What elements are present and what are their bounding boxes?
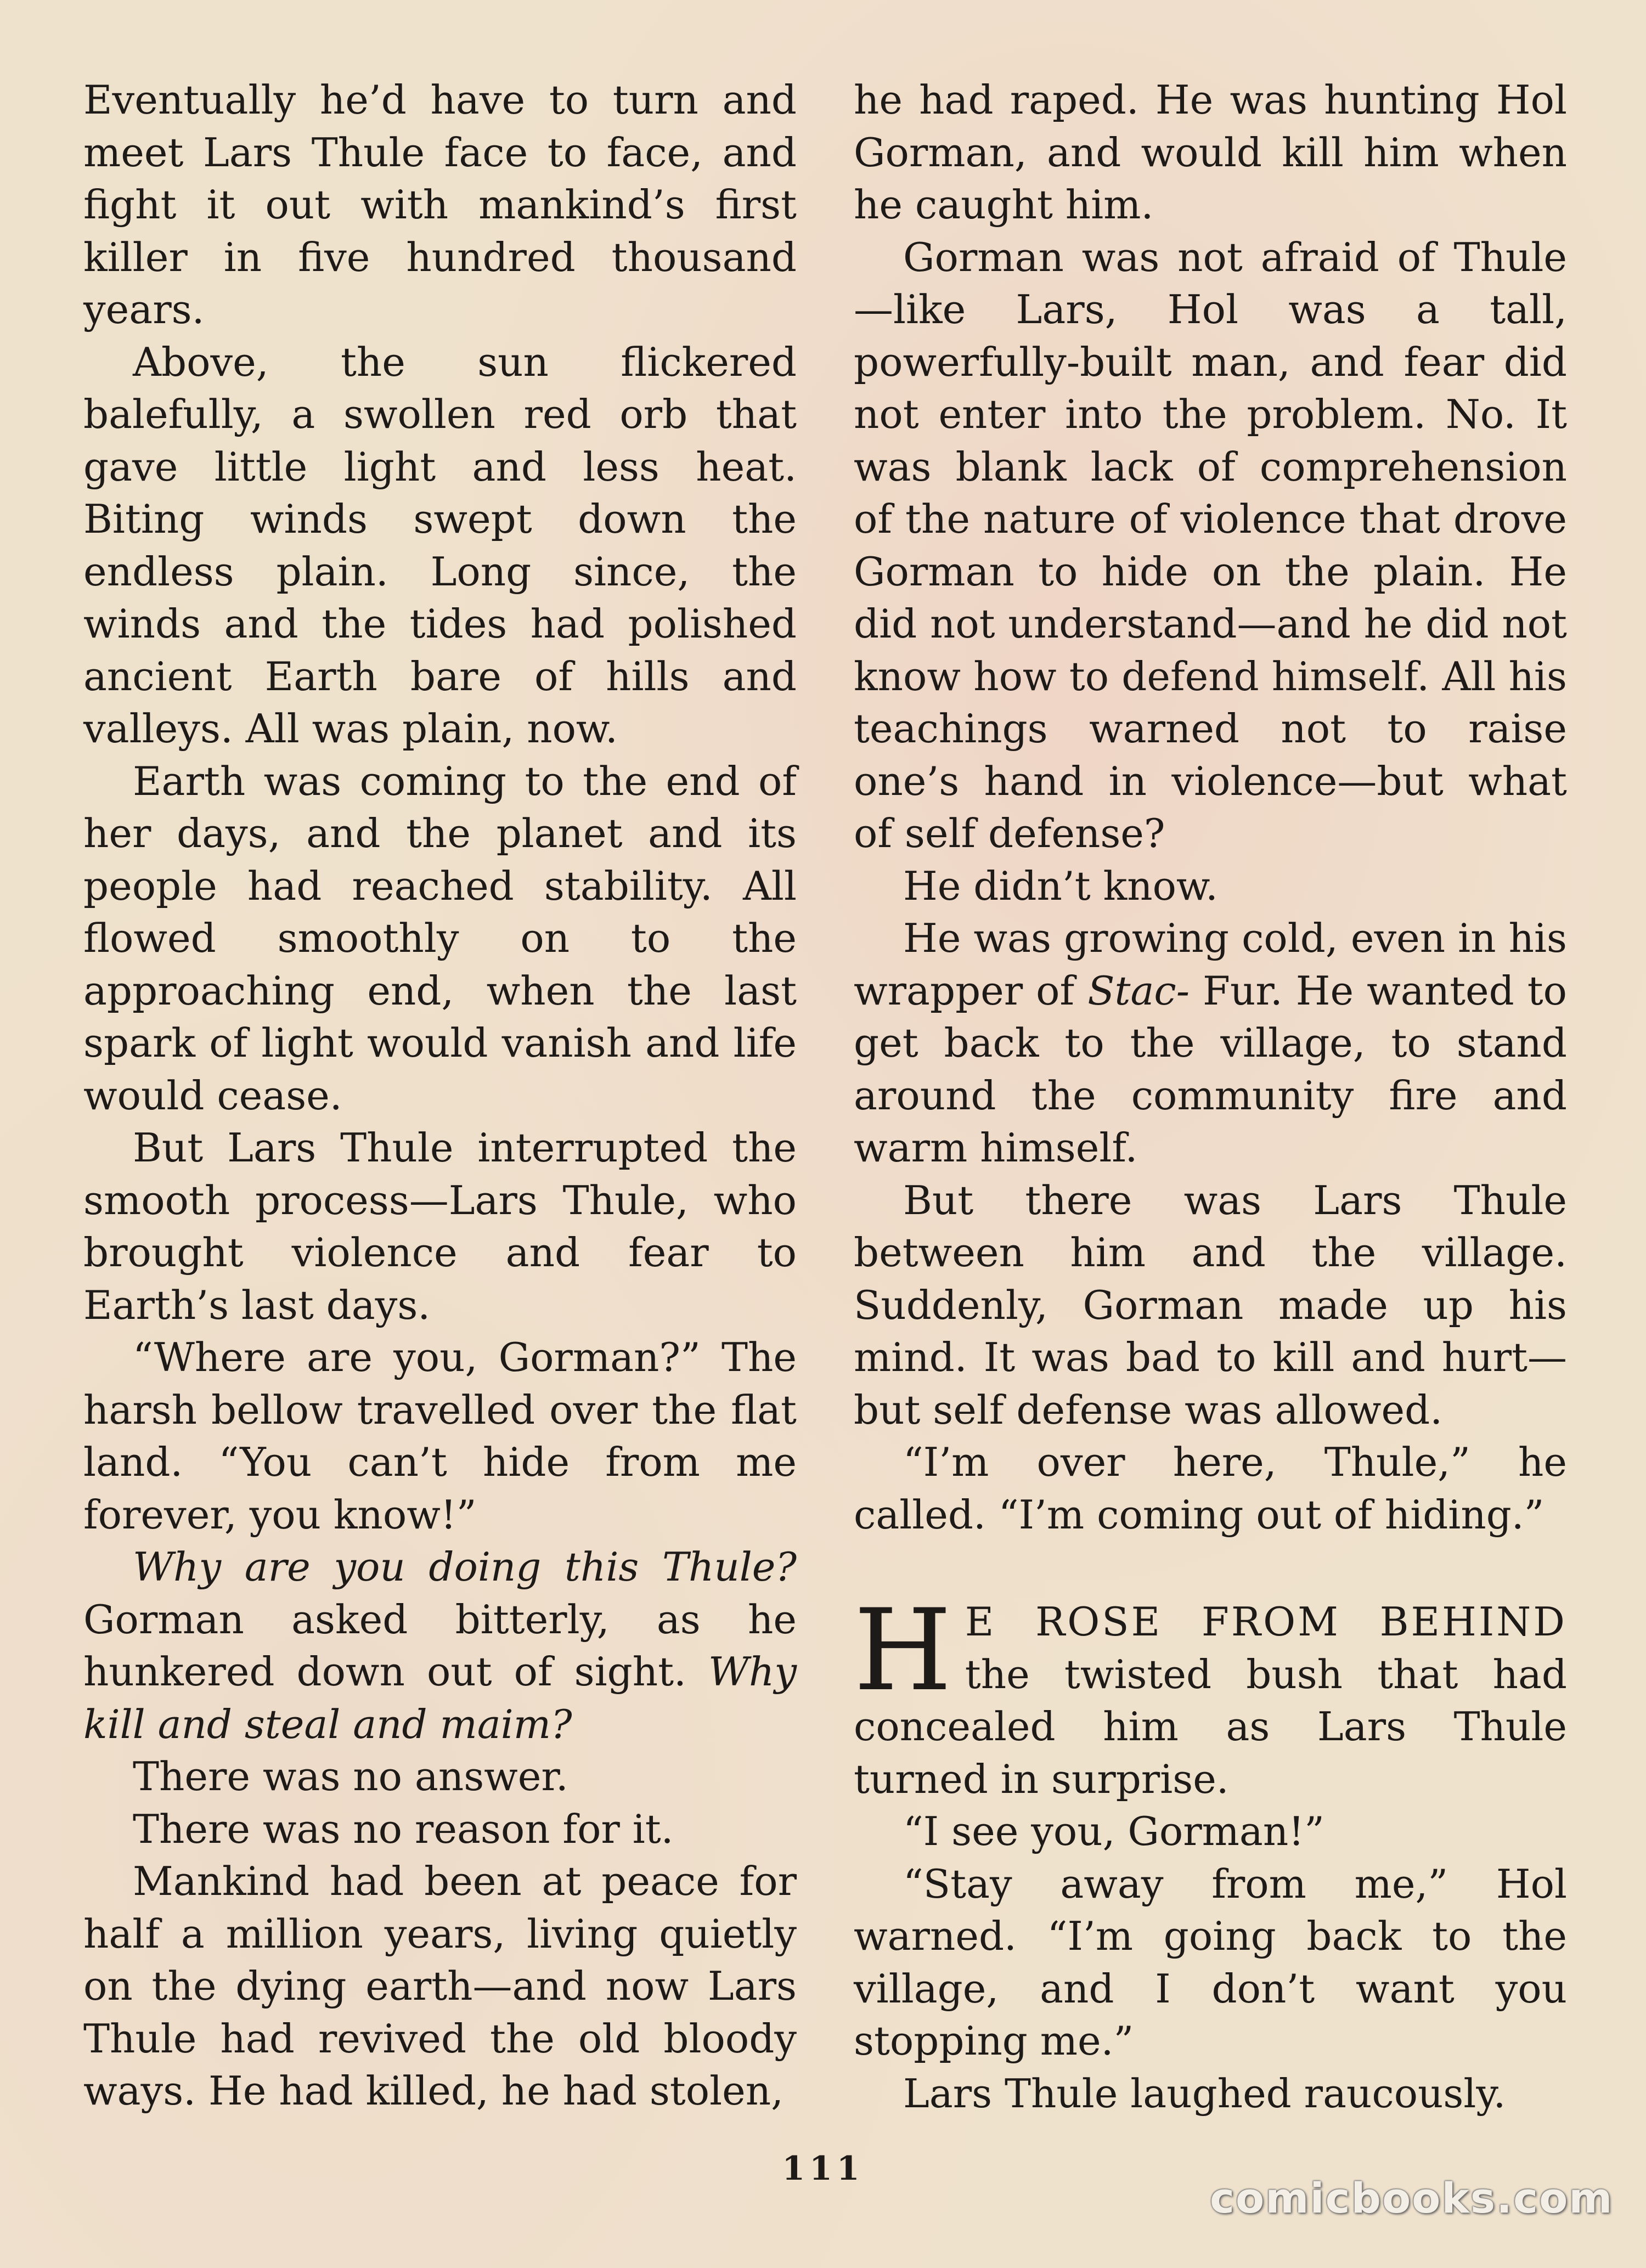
right-column (854, 74, 1567, 2120)
paragraph: Mankind had been at peace for half a million years, living quietly on the dying earth—and now Lars Thule had revived the old bloody ways. He had killed, he had stolen, (83, 1858, 797, 2114)
paragraph: Gorman was not afraid of Thule —like Lars, Hol was a tall, powerfully-built man, and fear did not enter into the problem. No. It was blank lack of comprehension of the nature of violence that drove Gorman to hide on the plain. He did not understand—and he did not know how to defend himself. All his teachings warned not to raise one’s hand in violence—but what of self defense? (854, 234, 1567, 856)
paragraph: He didn’t know. (903, 862, 1218, 909)
section-start-paragraph (854, 1586, 1567, 1806)
paragraph: “Stay away from me,” Hol warned. “I’m going back to the village, and I don’t want you stopping me.” (854, 1860, 1567, 2064)
paragraph-text: the twisted bush that had concealed him as Lars Thule turned in surprise. (854, 1651, 1567, 1802)
paragraph: “I’m over here, Thule,” he called. “I’m coming out of hiding.” (854, 1439, 1567, 1538)
paragraph: “I see you, Gorman!” (903, 1808, 1324, 1854)
paragraph (83, 1541, 797, 1751)
small-caps-lead: E ROSE FROM BEHIND (965, 1599, 1567, 1645)
paragraph-text: Fur. He wanted to get back to the village, to stand around the community fire and warm himself. (854, 967, 1567, 1171)
left-column (83, 74, 797, 2118)
paragraph: There was no reason for it. (133, 1806, 674, 1852)
paragraph: There was no answer. (133, 1753, 568, 1799)
paragraph: Eventually he’d have to turn and meet Lars Thule face to face, and fight it out with mankind’s first killer in five hundred thousand years. (83, 77, 797, 332)
paragraph-text: Gorman asked bitterly, as he hunkered down out of sight. (83, 1596, 797, 1695)
paragraph: Earth was coming to the end of her days, and the planet and its people had reached stability. All flowed smoothly on to the approaching end, when the last spark of light would vanish and life would cease. (83, 758, 797, 1119)
paragraph (854, 912, 1567, 1175)
page-number: 111 (782, 2149, 864, 2188)
watermark-logo: comicbooks.com (1210, 2174, 1614, 2222)
paragraph-text: He was growing cold, even in his wrapper of (854, 915, 1567, 1014)
italic-thought: Why are you doing this Thule? (133, 1544, 797, 1590)
paragraph: Lars Thule laughed raucously. (903, 2070, 1506, 2117)
italic-thought: Why kill and steal and maim? (83, 1649, 797, 1747)
paragraph: But there was Lars Thule between him and the village. Suddenly, Gorman made up his mind. It was bad to kill and hurt—but self defense was allowed. (854, 1177, 1567, 1433)
paragraph: But Lars Thule interrupted the smooth process—Lars Thule, who brought violence and fear to Earth’s last days. (83, 1125, 797, 1328)
paragraph: he had raped. He was hunting Hol Gorman, and would kill him when he caught him. (854, 77, 1567, 228)
paragraph: Above, the sun flickered balefully, a swollen red orb that gave little light and less heat. Biting winds swept down the endless plain. Long since, the winds and the tides had polished ancient Earth bare of hills and valleys. All was plain, now. (83, 338, 797, 752)
italic-word: Stac- (1087, 967, 1190, 1014)
paragraph: “Where are you, Gorman?” The harsh bellow travelled over the flat land. “You can’t hide from me forever, you know!” (83, 1334, 797, 1538)
drop-cap: H (854, 1586, 952, 1716)
